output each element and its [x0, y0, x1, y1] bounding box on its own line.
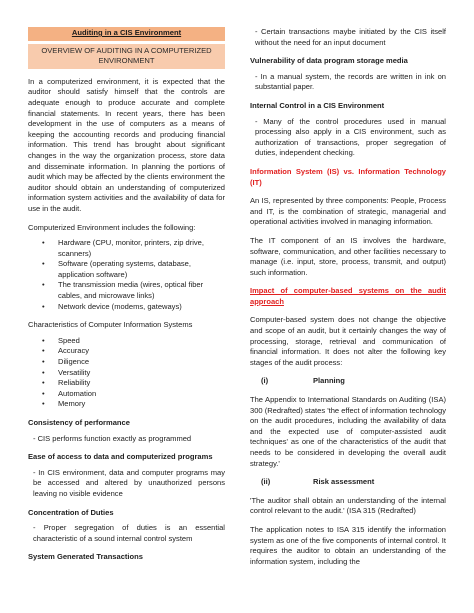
- impact-paragraph: Computer-based system does not change the objective and scope of an audit, but it certainly changes the way of processing, storage, retrieval and communication of financial information. It does not alter the following key stages of the audit process:: [250, 315, 446, 367]
- ease-text: - In CIS environment, data and computer programs may be accessed and altered by unauthorized persons leaving no visible evidence: [33, 467, 225, 498]
- application-paragraph: The application notes to ISA 315 identify the information system as one of the five components of internal control. It requires the auditor to obtain an understanding of the information system, including the: [250, 524, 446, 566]
- ease-heading: Ease of access to data and computerized programs: [28, 452, 213, 462]
- risk-label: Risk assessment: [313, 477, 375, 487]
- planning-heading: [250, 376, 446, 387]
- it-paragraph: The IT component of an IS involves the hardware, software, communication, and other facilities necessary to manage (i.e. input, store, process, transmit, and output) such information.: [250, 235, 446, 277]
- section-subtitle: OVERVIEW OF AUDITING IN A COMPUTERIZED ENVIRONMENT: [28, 44, 225, 69]
- vuln-text: - In a manual system, the records are written in ink on substantial paper.: [255, 71, 446, 92]
- planning-number: (i): [261, 376, 269, 386]
- ic-heading: Internal Control in a CIS Environment: [250, 100, 385, 110]
- list-item: • Reliability: [58, 378, 225, 389]
- planning-paragraph: The Appendix to International Standards on Auditing (ISA) 300 (Redrafted) states 'the effect of information technology on the audit procedures, including the availability of data and the expected use of computer-assisted audit techniques' as one of the characteristics of the audit that needs to be considered in developing the overall audit strategy.': [250, 395, 446, 468]
- sys-heading: System Generated Transactions: [28, 552, 143, 562]
- planning-label: Planning: [313, 376, 345, 386]
- list-item: • Diligence: [58, 357, 225, 368]
- char-heading: Characteristics of Computer Information Systems: [28, 320, 193, 330]
- env-heading: Computerized Environment includes the following:: [28, 222, 196, 232]
- duties-heading: Concentration of Duties: [28, 507, 114, 517]
- right-column: [250, 0, 446, 567]
- risk-paragraph: 'The auditor shall obtain an understanding of the internal control relevant to the audit.' (ISA 315 (Redrafted): [250, 495, 446, 516]
- list-item: • The transmission media (wires, optical fiber cables, and microwave links): [58, 280, 225, 301]
- list-item: • Accuracy: [58, 346, 225, 357]
- left-column: [28, 0, 225, 563]
- list-item: • Automation: [58, 389, 225, 400]
- consistency-text: - CIS performs function exactly as programmed: [33, 433, 192, 443]
- list-item: • Software (operating systems, database, application software): [58, 259, 225, 280]
- duties-text: - Proper segregation of duties is an essential characteristic of a sound internal control system: [33, 523, 225, 543]
- env-list: [28, 238, 225, 312]
- risk-heading: [250, 477, 446, 488]
- risk-number: (ii): [261, 477, 271, 487]
- impact-heading: Impact of computer-based systems on the audit approach: [250, 286, 446, 306]
- list-item: • Speed: [58, 336, 225, 347]
- list-item: • Versatility: [58, 368, 225, 379]
- intro-paragraph: In a computerized environment, it is expected that the auditor should satisfy himself that the controls are adequate enough to produce accurate and complete financial statements. In recent years, there has been development in the use of computers as a means of keeping the accounting records and producing financial information. This trend has brought about significant changes in the way the organization process, store data and disseminate information. In planning the portions of audit which may be affected by the clients environment the auditor should obtain an understanding of computerized information system activities and the availability of data for use in the audit.: [28, 76, 225, 213]
- sys-text: - Certain transactions maybe initiated by the CIS itself without the need for an input document: [255, 27, 446, 47]
- consistency-heading: Consistency of performance: [28, 418, 130, 427]
- ic-text: - Many of the control procedures used in manual processing also apply in a CIS environment, such as authorization of transactions, proper segregation of duties, independent checking.: [255, 116, 446, 158]
- char-list: [28, 336, 225, 410]
- is-it-heading: Information System (IS) vs. Information Technology (IT): [250, 166, 446, 187]
- is-paragraph: An IS, represented by three components: People, Process and IT, is the combination of strategic, managerial and operational activities involved in managing information.: [250, 196, 446, 227]
- vuln-heading: Vulnerability of data program storage media: [250, 56, 408, 66]
- document-title: Auditing in a CIS Environment: [28, 27, 225, 41]
- list-item: • Memory: [58, 399, 225, 410]
- list-item: • Network device (modems, gateways): [58, 302, 225, 313]
- list-item: • Hardware (CPU, monitor, printers, zip drive, scanners): [58, 238, 225, 259]
